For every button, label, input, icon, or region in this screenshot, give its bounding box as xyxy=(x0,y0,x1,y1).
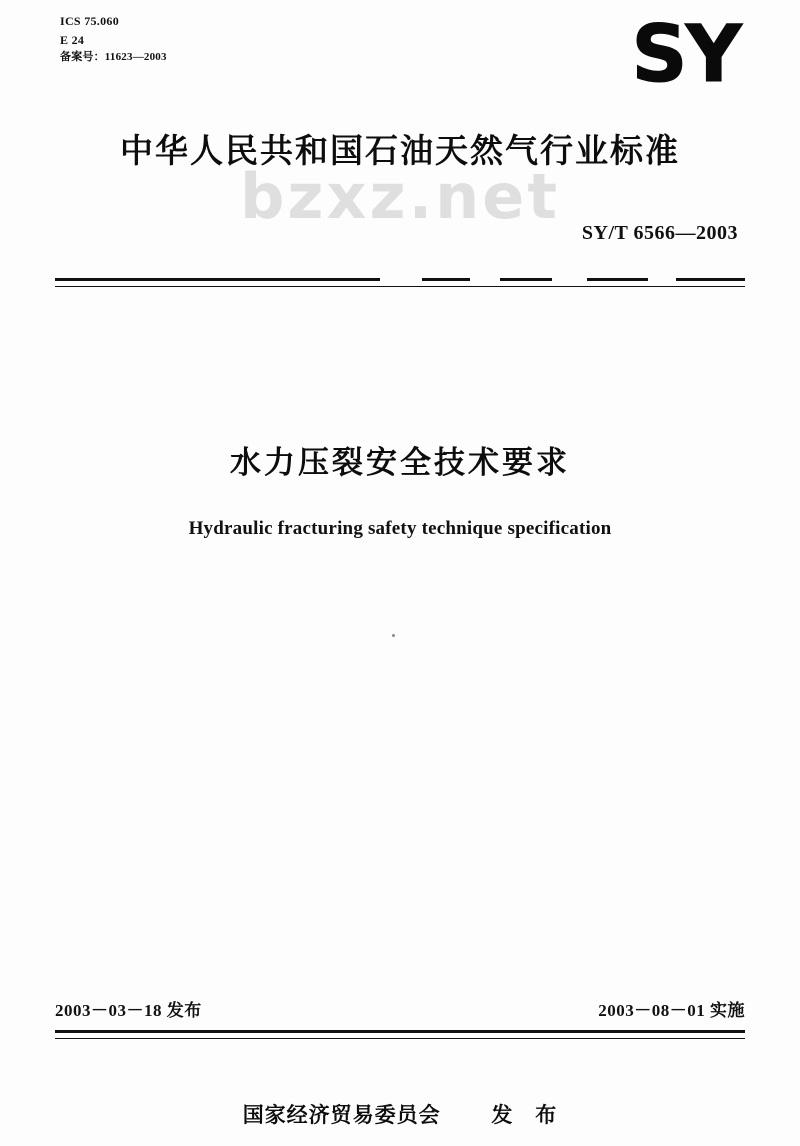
rule-gap xyxy=(470,278,500,283)
publish-date: 2003－03－18 发布 xyxy=(55,1001,202,1020)
document-title-chinese: 水力压裂安全技术要求 xyxy=(230,445,570,481)
issuing-authority-title: 中华人民共和国石油天然气行业标准 xyxy=(120,131,680,170)
footer-rule-thin xyxy=(55,1038,745,1039)
ics-number: ICS 75.060 xyxy=(60,14,120,28)
rule-gap xyxy=(380,278,422,283)
footer-issuer-line xyxy=(0,1099,800,1129)
page-speck xyxy=(392,634,395,637)
footer-rule-thick xyxy=(55,1030,745,1033)
issue-word: 发 布 xyxy=(491,1103,558,1127)
ics-header-block xyxy=(60,12,167,66)
watermark-text: bzxz.net xyxy=(240,160,560,233)
standard-number: SY/T 6566—2003 xyxy=(581,222,738,244)
header-rule-thin xyxy=(55,286,745,287)
classification-code: E 24 xyxy=(60,32,85,47)
issuer-name: 国家经济贸易委员会 xyxy=(242,1103,441,1127)
effective-date: 2003－08－01 实施 xyxy=(598,1001,745,1020)
sy-logo: SY xyxy=(631,10,740,100)
rule-gap xyxy=(552,278,587,283)
document-title-english: Hydraulic fracturing safety technique specification xyxy=(188,518,612,539)
rule-gap xyxy=(648,278,676,283)
record-number: 备案号：11623—2003 xyxy=(60,51,167,64)
